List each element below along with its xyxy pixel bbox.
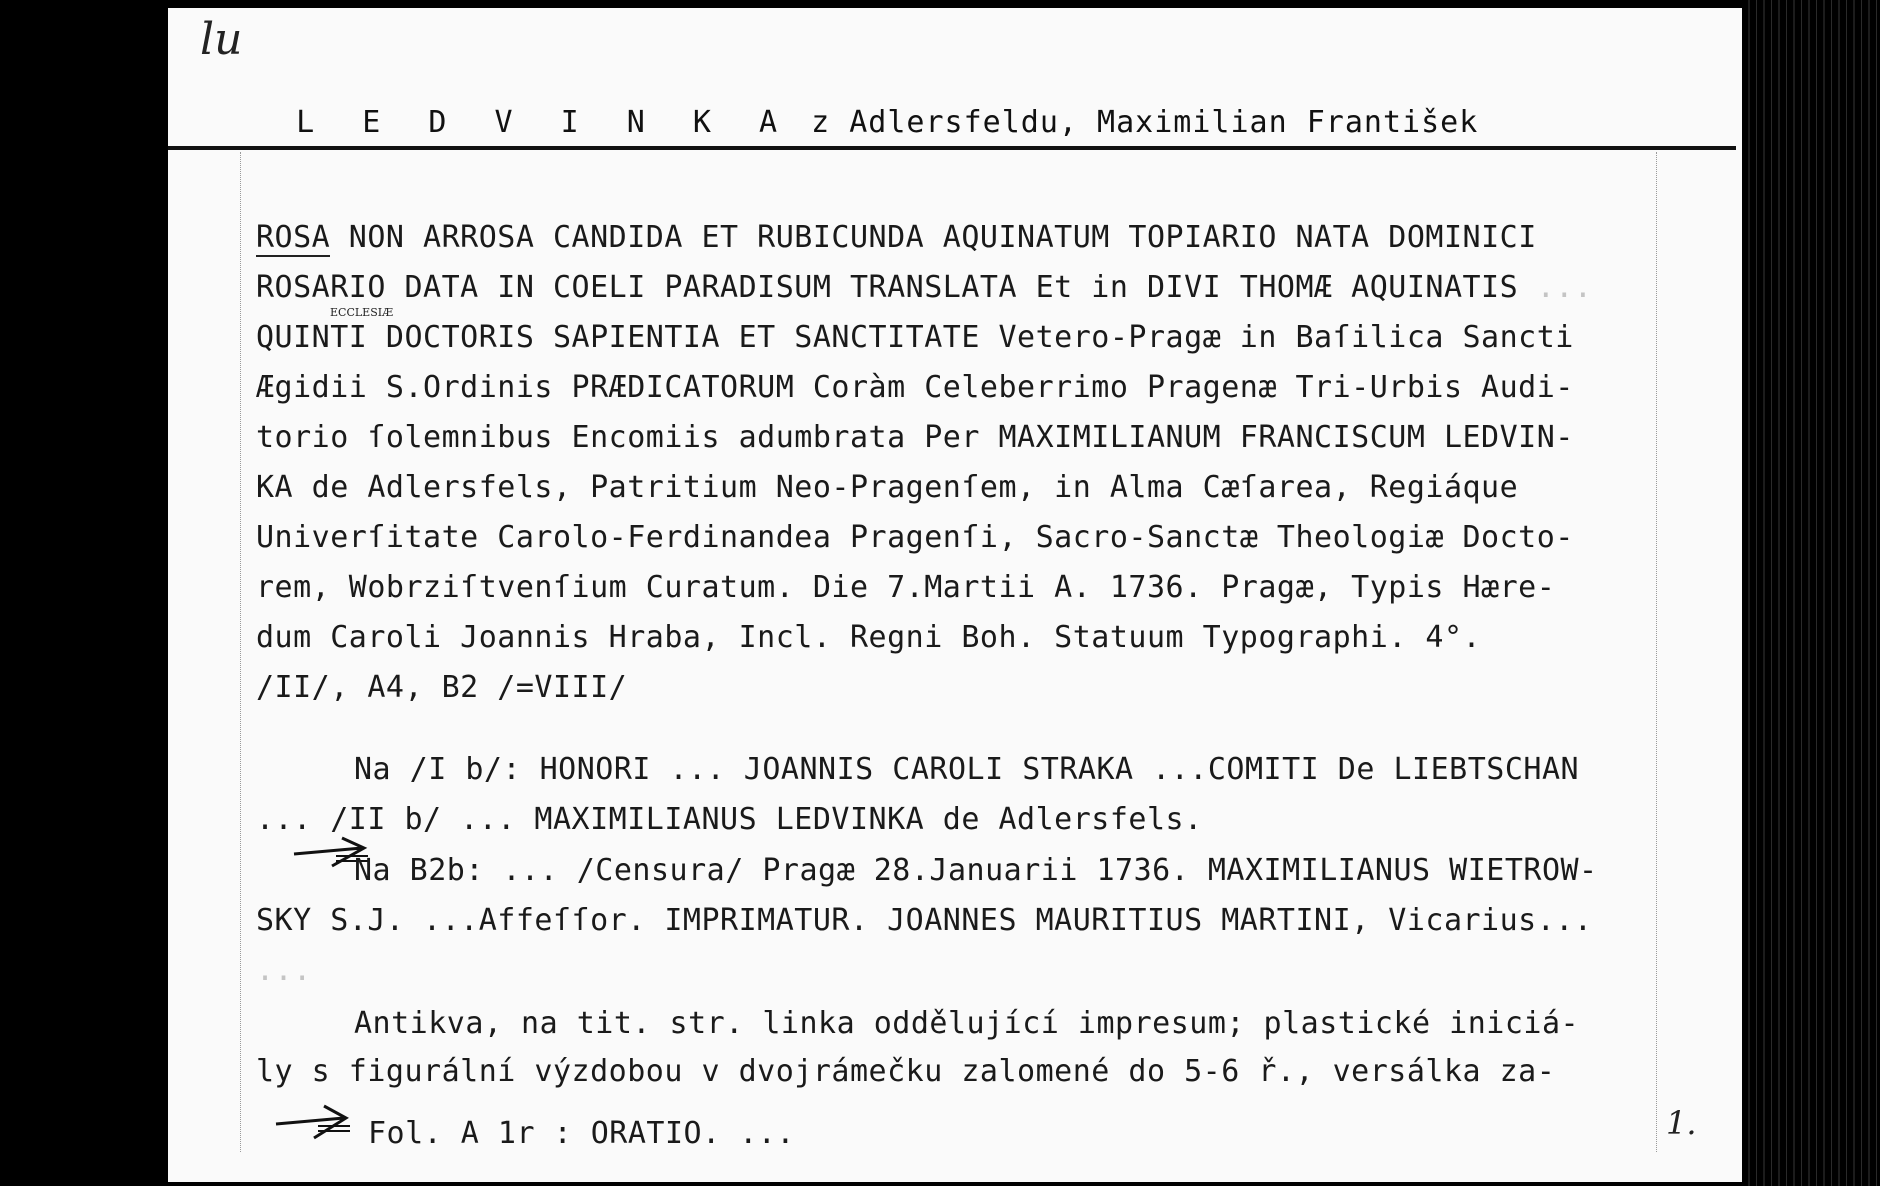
left-margin-guide bbox=[240, 152, 241, 1152]
corner-handwritten-mark: lu bbox=[200, 14, 243, 65]
body-line-2-faint: ... bbox=[1518, 270, 1593, 305]
body-line-9: dum Caroli Joannis Hraba, Incl. Regni Boh. Statuum Typographi. 4°. bbox=[256, 620, 1482, 655]
description-line-2: ly s figurální výzdobou v dvojrámečku zalomené do 5-6 ř., versálka za- bbox=[256, 1054, 1556, 1089]
body-line-4: Ægidii S.Ordinis PRÆDICATORUM Coràm Celeberrimo Pragenæ Tri-Urbis Audi- bbox=[256, 370, 1574, 405]
body-line-2 bbox=[256, 270, 1592, 306]
note-line-3: Na B2b: ... /Censura/ Pragæ 28.Januarii 1736. MAXIMILIANUS WIETROW- bbox=[354, 853, 1598, 888]
body-line-5: torio ſolemnibus Encomiis adumbrata Per MAXIMILIANUM FRANCISCUM LEDVIN- bbox=[256, 420, 1574, 455]
body-line-1-text: NON ARROSA CANDIDA ET RUBICUNDA AQUINATUM TOPIARIO NATA DOMINICI bbox=[330, 220, 1537, 255]
page-number-mark: 1. bbox=[1666, 1104, 1697, 1142]
right-margin-guide bbox=[1656, 152, 1657, 1152]
handwritten-insert: ECCLESIÆ bbox=[330, 306, 394, 319]
note-line-4: SKY S.J. ...Affeſſor. IMPRIMATUR. JOANNES MAURITIUS MARTINI, Vicarius... bbox=[256, 903, 1593, 938]
note-line-2: ... /II b/ ... MAXIMILIANUS LEDVINKA de Adlersfels. bbox=[256, 802, 1203, 837]
card-heading bbox=[258, 70, 1478, 140]
arrow-mark-icon bbox=[274, 1104, 354, 1140]
underlined-word: ROSA bbox=[256, 220, 331, 255]
body-line-1 bbox=[256, 220, 1537, 256]
description-line-3: Fol. A 1r : ORATIO. ... bbox=[368, 1116, 795, 1151]
description-line-1: Antikva, na tit. str. linka oddělující impresum; plastické iniciá- bbox=[354, 1006, 1580, 1041]
body-line-6: KA de Adlersfels, Patritium Neo-Pragenſem, in Alma Cæſarea, Regiáque bbox=[256, 470, 1519, 505]
film-edge bbox=[1742, 0, 1880, 1186]
note-line-1: Na /I b/: HONORI ... JOANNIS CAROLI STRAKA ...COMITI De LIEBTSCHAN bbox=[354, 752, 1580, 787]
heading-rest: z Adlersfeldu, Maximilian František bbox=[792, 105, 1479, 140]
body-line-8: rem, Wobrziſtvenſium Curatum. Die 7.Martii A. 1736. Pragæ, Typis Hære- bbox=[256, 570, 1556, 605]
heading-surname: L E D V I N K A bbox=[296, 105, 793, 140]
header-divider bbox=[168, 146, 1736, 150]
body-line-10: /II/, A4, B2 /=VIII/ bbox=[256, 670, 628, 705]
body-line-7: Univerſitate Carolo-Ferdinandea Pragenſi, Sacro-Sanctæ Theologiæ Docto- bbox=[256, 520, 1574, 555]
body-line-3: QUINTI DOCTORIS SAPIENTIA ET SANCTITATE Vetero-Pragæ in Baſilica Sancti bbox=[256, 320, 1574, 355]
note-line-5-faint: ... bbox=[256, 953, 312, 988]
body-line-2-text: ROSARIO DATA IN COELI PARADISUM TRANSLATA Et in DIVI THOMÆ AQUINATIS bbox=[256, 270, 1519, 305]
